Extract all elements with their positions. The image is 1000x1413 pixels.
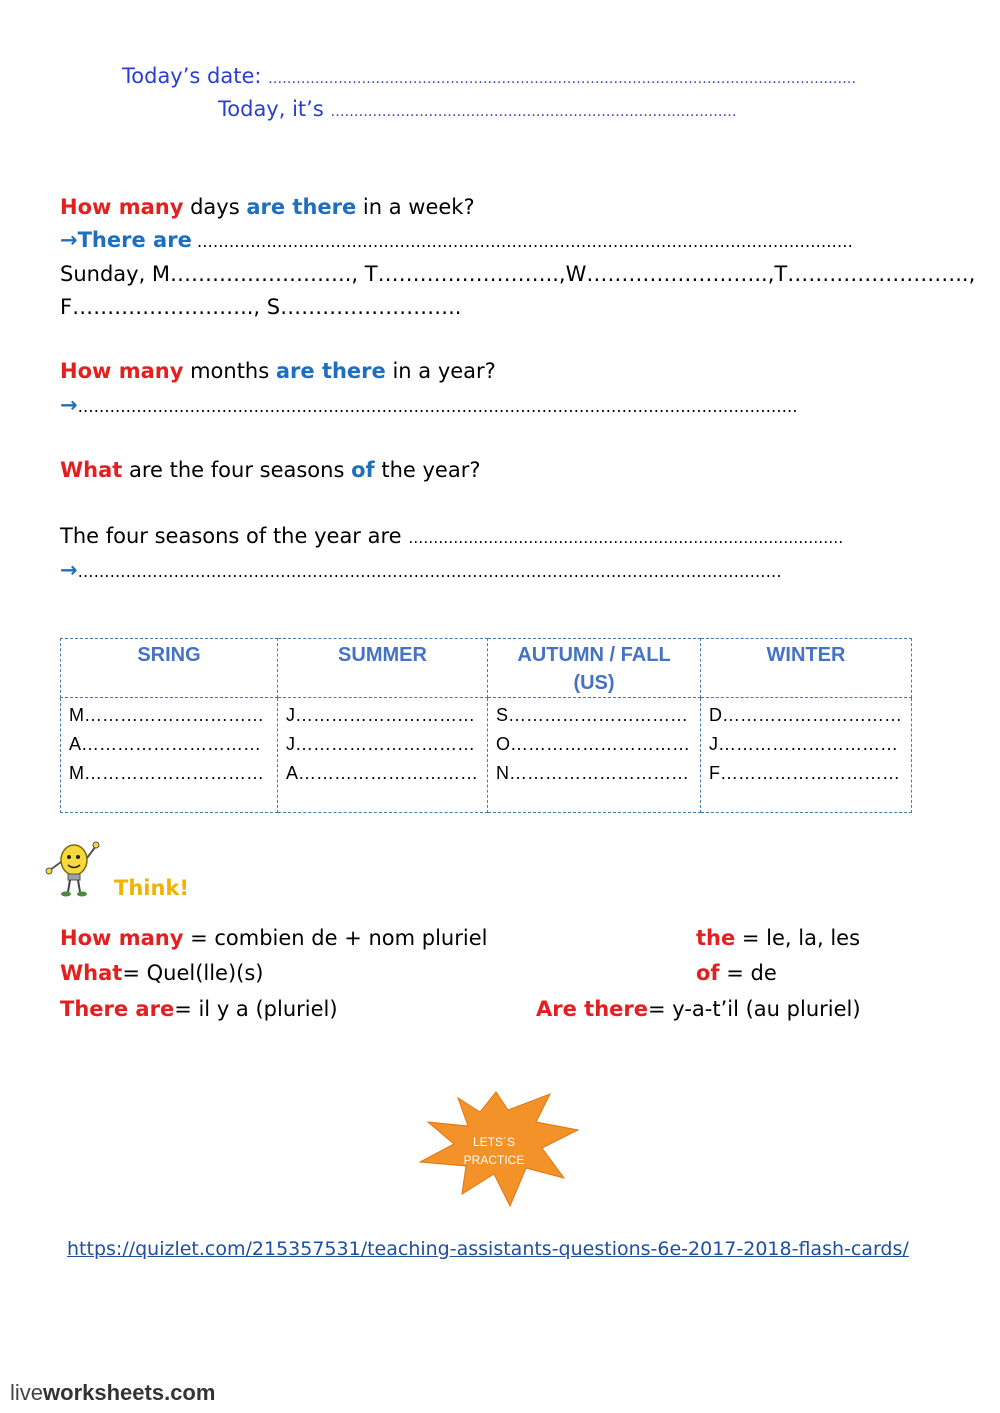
month-field[interactable]: A…………………………: [286, 763, 479, 783]
date-line: [122, 64, 856, 88]
question-text: in a week?: [356, 195, 475, 219]
practice-line-1: LETS´S: [472, 1135, 515, 1149]
how-many-keyword: How many: [60, 359, 184, 383]
seasons-sentence-text: The four seasons of the year are: [60, 524, 409, 548]
def-how-many: [60, 926, 487, 950]
answer-days-count: [60, 228, 853, 252]
definition-text: = Quel(lle)(s): [122, 961, 264, 985]
autumn-months: [488, 698, 701, 813]
date-label: Today’s date:: [122, 64, 262, 88]
header-winter: WINTER: [701, 639, 912, 698]
are-there-keyword: Are there: [536, 997, 648, 1021]
seasons-table: [60, 638, 912, 813]
how-many-keyword: How many: [60, 195, 184, 219]
seasons-answer-field[interactable]: ……………………………………………………………………………: [408, 529, 844, 547]
how-many-keyword: How many: [60, 926, 184, 950]
answer-seasons: [60, 558, 782, 582]
definition-text: = combien de + nom pluriel: [183, 926, 488, 950]
def-are-there: [536, 997, 861, 1021]
there-are-keyword: There are: [77, 228, 192, 252]
question-text: months: [183, 359, 276, 383]
logo-live: live: [10, 1380, 44, 1405]
definition-text: = y-a-t’il (au pluriel): [648, 997, 861, 1021]
header-autumn: AUTUMN / FALL (US): [488, 639, 701, 698]
spring-months: [61, 698, 278, 813]
practice-label[interactable]: [452, 1133, 536, 1169]
month-field[interactable]: F…………………………: [709, 763, 900, 783]
days-list-field[interactable]: Sunday, M…………………….., T……………………..,W……………………..,T……………………..,: [60, 262, 976, 286]
month-field[interactable]: J…………………………: [286, 734, 475, 754]
arrow-icon: →: [60, 228, 78, 252]
definition-text: = il y a (pluriel): [174, 997, 338, 1021]
question-text: days: [183, 195, 247, 219]
def-what: [60, 961, 264, 985]
lightbulb-character-icon: [44, 838, 106, 900]
arrow-icon: →: [60, 558, 78, 582]
month-field[interactable]: M…………………………: [69, 705, 264, 725]
month-field[interactable]: N…………………………: [496, 763, 689, 783]
month-field[interactable]: S…………………………: [496, 705, 689, 725]
header-spring: SRING: [61, 639, 278, 698]
summer-months: [278, 698, 488, 813]
table-row: [61, 698, 912, 813]
date-answer-field[interactable]: ………………………………………………………………………………………………………………: [268, 71, 857, 87]
seasons-answer-field-2[interactable]: ……………………………………………………………………………………………………………………: [77, 562, 782, 581]
today-answer-field[interactable]: ……………………………………………………………………………: [330, 104, 737, 120]
table-header-row: [61, 639, 912, 698]
think-label: Think!: [114, 876, 189, 900]
month-field[interactable]: O…………………………: [496, 734, 691, 754]
practice-line-2: PRACTICE: [463, 1153, 525, 1167]
are-there-keyword: are there: [246, 195, 357, 219]
question-text: in a year?: [385, 359, 496, 383]
today-line: [218, 97, 736, 121]
def-there-are: [60, 997, 338, 1021]
header-summer: SUMMER: [278, 639, 488, 698]
the-keyword: the: [696, 926, 736, 950]
month-field[interactable]: M…………………………: [69, 763, 264, 783]
month-field[interactable]: A…………………………: [69, 734, 262, 754]
month-field[interactable]: J…………………………: [709, 734, 898, 754]
month-field[interactable]: D…………………………: [709, 705, 902, 725]
question-days: [60, 195, 475, 219]
months-answer-field[interactable]: ………………………………………………………………………………………………………………………: [77, 397, 798, 416]
answer-months: [60, 393, 798, 417]
today-label: Today, it’s: [218, 97, 324, 121]
question-text: are the four seasons: [122, 458, 352, 482]
what-keyword: What: [60, 458, 123, 482]
days-list-field-2[interactable]: F…………………….., S……………………..: [60, 295, 462, 319]
of-keyword: of: [351, 458, 375, 482]
winter-months: [701, 698, 912, 813]
def-the: [696, 926, 860, 950]
are-there-keyword: are there: [275, 359, 386, 383]
def-of: [696, 961, 777, 985]
days-count-field[interactable]: ……………………………………………………………………………………………………………: [191, 232, 853, 251]
question-seasons: [60, 458, 480, 482]
there-are-keyword: There are: [60, 997, 175, 1021]
question-text: the year?: [374, 458, 481, 482]
logo-com: .com: [164, 1380, 216, 1405]
liveworksheets-logo: [10, 1380, 215, 1406]
arrow-icon: →: [60, 393, 78, 417]
seasons-sentence: [60, 524, 843, 548]
definition-text: = le, la, les: [735, 926, 861, 950]
what-keyword: What: [60, 961, 123, 985]
month-field[interactable]: J…………………………: [286, 705, 475, 725]
of-keyword: of: [696, 961, 720, 985]
question-months: [60, 359, 496, 383]
quizlet-link[interactable]: https://quizlet.com/215357531/teaching-assistants-questions-6e-2017-2018-flash-cards/: [67, 1238, 909, 1260]
logo-worksheets: worksheets: [43, 1380, 165, 1405]
definition-text: = de: [719, 961, 777, 985]
